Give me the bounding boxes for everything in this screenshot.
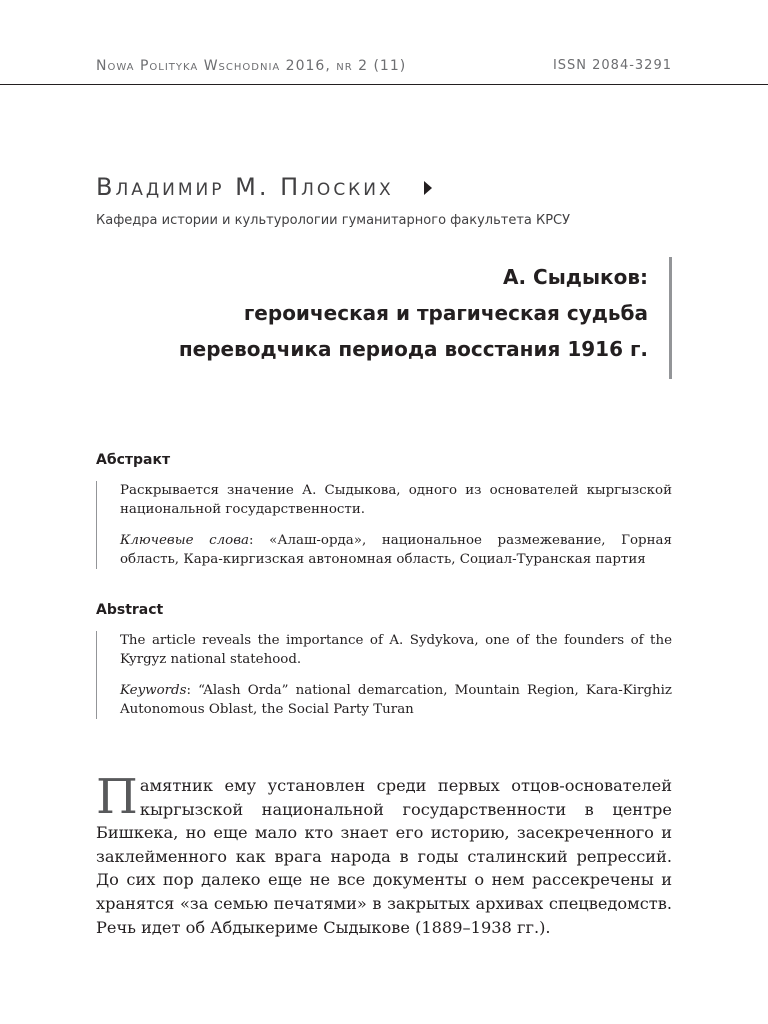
author-line xyxy=(96,173,432,201)
running-header xyxy=(96,58,672,80)
keywords-ru-label: Ключевые слова xyxy=(120,533,250,548)
title-line-3: переводчика периода восстания 1916 г. xyxy=(178,337,648,361)
keywords-ru-list: : «Алаш-орда», национальное размежевание, Горная область, Кара-киргизская автономная область, Социал-Туранская партия xyxy=(120,533,672,567)
body-text: амятник ему установлен среди первых отцов-основателей кыргызской национальной государственности в центре Бишкека, но еще мало кто знает его историю, засекреченного и заклейменного как врага народа в годы сталинский репрессий. До сих пор далеко еще не все документы о нем рассекречены и хранятся «за семью печатями» в закрытых архивах спецведомств. Речь идет об Абдыкериме Сыдыкове (1889–1938 гг.). xyxy=(96,776,672,937)
author-name: Владимир М. Плоских xyxy=(96,173,394,201)
author-affiliation: Кафедра истории и культурологии гуманитарного факультета КРСУ xyxy=(96,213,571,228)
title-line-1: А. Сыдыков: xyxy=(502,265,648,289)
journal-name: Nowa Polityka Wschodnia 2016, nr 2 (11) xyxy=(96,58,407,74)
article-title xyxy=(150,259,648,367)
abstract-ru xyxy=(96,481,672,569)
abstract-ru-keywords xyxy=(120,531,672,569)
abstract-ru-text: Раскрывается значение А. Сыдыкова, одного из основателей кыргызской национальной государственности. xyxy=(120,483,672,517)
abstract-en xyxy=(96,631,672,719)
triangle-right-icon xyxy=(424,181,432,195)
keywords-en-label: Keywords xyxy=(120,683,187,698)
keywords-en-list: : “Alash Orda” national demarcation, Mountain Region, Kara-Kirghiz Autonomous Oblast, the Social Party Turan xyxy=(120,683,672,717)
title-line-2: героическая и трагическая судьба xyxy=(243,301,648,325)
header-rule xyxy=(0,84,768,85)
abstract-en-keywords xyxy=(120,681,672,719)
abstract-ru-heading: Абстракт xyxy=(96,452,171,468)
issn: ISSN 2084-3291 xyxy=(552,58,672,73)
drop-cap: П xyxy=(96,769,138,825)
abstract-en-heading: Abstract xyxy=(96,602,164,618)
body-paragraph xyxy=(96,769,672,939)
title-accent-bar xyxy=(669,257,672,379)
abstract-en-text: The article reveals the importance of A. Sydykova, one of the founders of the Kyrgyz national statehood. xyxy=(120,633,672,667)
